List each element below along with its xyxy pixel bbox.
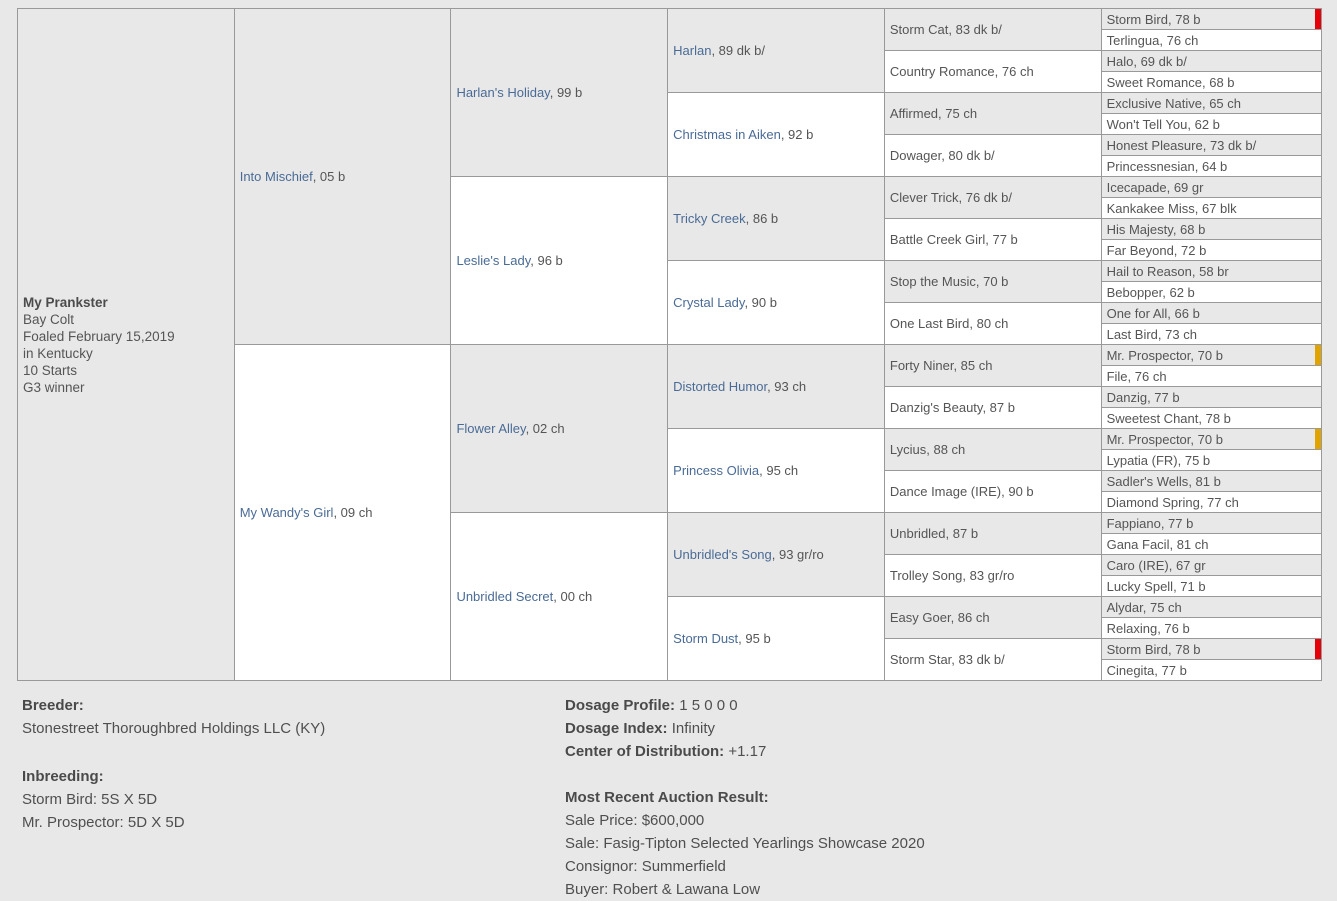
cell-gen5-4 xyxy=(1101,93,1321,114)
cell-gen4-15 xyxy=(884,639,1101,681)
horse-detail: , 76 ch xyxy=(1159,32,1199,48)
cell-gen3-3 xyxy=(668,261,885,345)
dosage-index-value: Infinity xyxy=(671,720,716,737)
breeder-inbreeding-block xyxy=(22,694,565,901)
horse-name[interactable]: My Wandy's Girl xyxy=(239,505,334,520)
horse-name: Exclusive Native xyxy=(1106,95,1202,111)
cell-gen4-5 xyxy=(884,219,1101,261)
horse-detail: , 95 ch xyxy=(759,463,799,478)
horse-detail: , 77 b xyxy=(985,232,1018,247)
horse-detail: , 93 gr/ro xyxy=(771,547,824,562)
horse-detail: , 70 b xyxy=(1190,431,1223,447)
cell-gen5-11 xyxy=(1101,240,1321,261)
horse-detail: , 71 b xyxy=(1173,578,1206,594)
horse-detail: , 09 ch xyxy=(333,505,373,520)
cell-gen4-14 xyxy=(884,597,1101,639)
cell-gen5-31 xyxy=(1101,660,1321,681)
horse-detail: , 76 b xyxy=(1157,620,1190,636)
horse-name: Halo xyxy=(1106,53,1134,69)
horse-name: Mr. Prospector xyxy=(1106,347,1191,363)
horse-name[interactable]: Into Mischief xyxy=(239,169,313,184)
horse-name: Lypatia (FR) xyxy=(1106,452,1178,468)
horse-detail: , 81 b xyxy=(1188,473,1221,489)
horse-name: Last Bird xyxy=(1106,326,1158,342)
cell-gen5-0 xyxy=(1101,9,1321,30)
inbreeding-line: Storm Bird: 5S X 5D xyxy=(22,791,158,808)
horse-name: Icecapade xyxy=(1106,179,1167,195)
cell-gen5-18 xyxy=(1101,387,1321,408)
cell-gen5-2 xyxy=(1101,51,1321,72)
horse-detail: , 85 ch xyxy=(953,358,993,373)
cell-gen5-7 xyxy=(1101,156,1321,177)
cell-gen4-4 xyxy=(884,177,1101,219)
horse-name: Sadler's Wells xyxy=(1106,473,1189,489)
horse-detail: , 66 b xyxy=(1167,305,1200,321)
horse-detail: , 75 b xyxy=(1177,452,1211,468)
horse-name: Trolley Song xyxy=(889,568,963,583)
horse-detail: , 65 ch xyxy=(1201,95,1241,111)
horse-detail: , 90 b xyxy=(1001,484,1034,499)
cell-gen4-13 xyxy=(884,555,1101,597)
inbreeding-marker-gold xyxy=(1315,429,1321,449)
horse-detail: , 77 ch xyxy=(1199,494,1239,510)
horse-name: File xyxy=(1106,368,1128,384)
horse-name: Won't Tell You xyxy=(1106,116,1188,132)
auction-buyer: Buyer: Robert & Lawana Low xyxy=(565,881,761,898)
cell-gen5-26 xyxy=(1101,555,1321,576)
horse-detail: , 95 b xyxy=(738,631,771,646)
cell-gen5-28 xyxy=(1101,597,1321,618)
horse-name: Country Romance xyxy=(889,64,995,79)
horse-detail: , 88 ch xyxy=(926,442,966,457)
cell-gen5-30 xyxy=(1101,639,1321,660)
cell-gen5-12 xyxy=(1101,261,1321,282)
horse-name: Far Beyond xyxy=(1106,242,1174,258)
auction-consignor: Consignor: Summerfield xyxy=(565,858,726,875)
cell-gen5-10 xyxy=(1101,219,1321,240)
cell-gen5-3 xyxy=(1101,72,1321,93)
cell-gen5-27 xyxy=(1101,576,1321,597)
cell-gen4-0 xyxy=(884,9,1101,51)
subject-cell xyxy=(18,9,235,681)
subject-detail-line: G3 winner xyxy=(23,379,85,395)
horse-name: Relaxing xyxy=(1106,620,1158,636)
cell-gen3-4 xyxy=(668,345,885,429)
horse-name: Easy Goer xyxy=(889,610,951,625)
horse-name: His Majesty xyxy=(1106,221,1173,237)
horse-detail: , 67 gr xyxy=(1168,557,1206,573)
cod-value: +1.17 xyxy=(728,743,767,760)
cell-gen5-15 xyxy=(1101,324,1321,345)
horse-detail: , 81 ch xyxy=(1169,536,1209,552)
breeder-label: Breeder: xyxy=(22,697,84,714)
cell-gen5-24 xyxy=(1101,513,1321,534)
horse-name: Sweet Romance xyxy=(1106,74,1202,90)
horse-name: Danzig xyxy=(1106,389,1148,405)
subject-name: My Prankster xyxy=(23,294,108,310)
horse-detail: , 05 b xyxy=(312,169,346,184)
horse-name: Alydar xyxy=(1106,599,1143,615)
horse-detail: , 73 dk b/ xyxy=(1202,137,1257,153)
horse-detail: , 68 b xyxy=(1172,221,1206,237)
cell-gen5-9 xyxy=(1101,198,1321,219)
horse-detail: , 83 dk b/ xyxy=(948,22,1002,37)
cell-gen2-3 xyxy=(451,513,668,681)
horse-name: Kankakee Miss xyxy=(1106,200,1195,216)
cell-gen5-8 xyxy=(1101,177,1321,198)
horse-name[interactable]: Harlan's Holiday xyxy=(456,85,550,100)
inbreeding-marker-red xyxy=(1315,9,1321,29)
horse-name: Hail to Reason xyxy=(1106,263,1192,279)
horse-detail: , 69 gr xyxy=(1166,179,1204,195)
horse-name: Lycius xyxy=(889,442,927,457)
cell-gen4-10 xyxy=(884,429,1101,471)
cell-gen4-8 xyxy=(884,345,1101,387)
horse-name[interactable]: Storm Dust xyxy=(673,631,739,646)
inbreeding-marker-gold xyxy=(1315,345,1321,365)
cell-gen2-2 xyxy=(451,345,668,513)
horse-detail: , 02 ch xyxy=(525,421,565,436)
horse-name: Cinegita xyxy=(1106,662,1155,678)
inbreeding-label: Inbreeding: xyxy=(22,768,104,785)
cell-gen4-1 xyxy=(884,51,1101,93)
dosage-auction-block xyxy=(565,694,1337,901)
horse-name: Gana Facil xyxy=(1106,536,1170,552)
horse-name[interactable]: Unbridled Secret xyxy=(456,589,554,604)
cell-gen4-7 xyxy=(884,303,1101,345)
horse-detail: , 77 b xyxy=(1154,662,1187,678)
breeder-value: Stonestreet Thoroughbred Holdings LLC (KY) xyxy=(22,720,326,737)
horse-detail: , 80 dk b/ xyxy=(941,148,995,163)
horse-detail: , 76 ch xyxy=(994,64,1034,79)
auction-sale: Sale: Fasig-Tipton Selected Yearlings Showcase 2020 xyxy=(565,835,925,852)
horse-detail: , 90 b xyxy=(744,295,777,310)
horse-detail: , 67 blk xyxy=(1194,200,1237,216)
cell-gen5-17 xyxy=(1101,366,1321,387)
horse-name: Lucky Spell xyxy=(1106,578,1174,594)
horse-name: Dowager xyxy=(889,148,942,163)
cell-gen5-25 xyxy=(1101,534,1321,555)
horse-detail: , 69 dk b/ xyxy=(1133,53,1187,69)
horse-name: Storm Bird xyxy=(1106,11,1168,27)
horse-detail: , 78 b xyxy=(1168,641,1201,657)
cod-label: Center of Distribution: xyxy=(565,743,725,760)
horse-name: Danzig's Beauty xyxy=(889,400,983,415)
inbreeding-line: Mr. Prospector: 5D X 5D xyxy=(22,814,185,831)
horse-name: Honest Pleasure xyxy=(1106,137,1203,153)
horse-name[interactable]: Distorted Humor xyxy=(673,379,768,394)
subject-detail-line: Foaled February 15,2019 xyxy=(23,328,175,344)
horse-detail: , 93 ch xyxy=(767,379,807,394)
cell-gen5-14 xyxy=(1101,303,1321,324)
horse-detail: , 86 b xyxy=(745,211,779,226)
horse-name: Unbridled xyxy=(889,526,946,541)
dosage-profile-value: 1 5 0 0 0 xyxy=(679,697,738,714)
cell-gen4-6 xyxy=(884,261,1101,303)
cell-gen2-1 xyxy=(451,177,668,345)
horse-detail: , 96 b xyxy=(530,253,563,268)
cell-gen1-0 xyxy=(234,9,451,345)
cell-gen2-0 xyxy=(451,9,668,177)
cell-gen3-6 xyxy=(668,513,885,597)
horse-detail: , 87 b xyxy=(945,526,979,541)
cell-gen1-1 xyxy=(234,345,451,681)
horse-detail: , 77 b xyxy=(1160,515,1194,531)
horse-name[interactable]: Crystal Lady xyxy=(673,295,745,310)
cell-gen4-11 xyxy=(884,471,1101,513)
cell-gen4-3 xyxy=(884,135,1101,177)
subject-detail-line: in Kentucky xyxy=(23,345,93,361)
horse-name: Clever Trick xyxy=(889,190,959,205)
dosage-index-line xyxy=(565,717,1337,740)
horse-name: Diamond Spring xyxy=(1106,494,1200,510)
horse-detail: , 83 dk b/ xyxy=(951,652,1005,667)
horse-detail: , 72 b xyxy=(1173,242,1207,258)
horse-detail: , 92 b xyxy=(780,127,814,142)
horse-detail: , 68 b xyxy=(1201,74,1235,90)
cell-gen3-0 xyxy=(668,9,885,93)
horse-detail: , 76 ch xyxy=(1127,368,1167,384)
horse-name[interactable]: Harlan xyxy=(673,43,712,58)
horse-detail: , 78 b xyxy=(1168,11,1201,27)
horse-detail: , 75 ch xyxy=(938,106,978,121)
horse-name: Storm Star xyxy=(889,652,952,667)
horse-name[interactable]: Leslie's Lady xyxy=(456,253,531,268)
cell-gen5-22 xyxy=(1101,471,1321,492)
horse-name: Sweetest Chant xyxy=(1106,410,1199,426)
horse-name: Dance Image (IRE) xyxy=(889,484,1002,499)
horse-name: Terlingua xyxy=(1106,32,1160,48)
horse-detail: , 58 br xyxy=(1191,263,1229,279)
cell-gen5-29 xyxy=(1101,618,1321,639)
subject-detail-line: Bay Colt xyxy=(23,311,75,327)
cell-gen5-13 xyxy=(1101,282,1321,303)
horse-name: One Last Bird xyxy=(889,316,970,331)
horse-name: Bebopper xyxy=(1106,284,1163,300)
horse-detail: , 89 dk b/ xyxy=(711,43,765,58)
cell-gen3-7 xyxy=(668,597,885,681)
dosage-profile-label: Dosage Profile: xyxy=(565,697,676,714)
dosage-index-label: Dosage Index: xyxy=(565,720,668,737)
horse-detail: , 86 ch xyxy=(950,610,990,625)
horse-detail: , 80 ch xyxy=(969,316,1009,331)
horse-detail: , 76 dk b/ xyxy=(958,190,1012,205)
horse-name: Affirmed xyxy=(889,106,939,121)
horse-detail: , 75 ch xyxy=(1142,599,1182,615)
horse-name[interactable]: Unbridled's Song xyxy=(673,547,772,562)
cell-gen5-6 xyxy=(1101,135,1321,156)
subject-detail-line: 10 Starts xyxy=(23,362,78,378)
horse-name[interactable]: Flower Alley xyxy=(456,421,526,436)
horse-detail: , 64 b xyxy=(1194,158,1228,174)
pedigree-table xyxy=(17,8,1322,681)
horse-detail: , 70 b xyxy=(975,274,1009,289)
horse-name: Battle Creek Girl xyxy=(889,232,986,247)
auction-sale-price: Sale Price: $600,000 xyxy=(565,812,705,829)
horse-name: Storm Bird xyxy=(1106,641,1168,657)
cell-gen5-1 xyxy=(1101,30,1321,51)
cell-gen5-16 xyxy=(1101,345,1321,366)
footer-info xyxy=(0,694,1337,901)
cod-line xyxy=(565,740,1337,763)
horse-name: Princessnesian xyxy=(1106,158,1195,174)
cell-gen5-19 xyxy=(1101,408,1321,429)
horse-name: Mr. Prospector xyxy=(1106,431,1191,447)
horse-detail: , 83 gr/ro xyxy=(962,568,1015,583)
horse-detail: , 99 b xyxy=(549,85,583,100)
cell-gen5-23 xyxy=(1101,492,1321,513)
horse-detail: , 73 ch xyxy=(1157,326,1197,342)
horse-detail: , 78 b xyxy=(1198,410,1231,426)
auction-label: Most Recent Auction Result: xyxy=(565,789,769,806)
cell-gen4-2 xyxy=(884,93,1101,135)
cell-gen5-20 xyxy=(1101,429,1321,450)
cell-gen3-1 xyxy=(668,93,885,177)
horse-detail: , 77 b xyxy=(1147,389,1180,405)
horse-name: Fappiano xyxy=(1106,515,1161,531)
horse-name: One for All xyxy=(1106,305,1168,321)
cell-gen5-5 xyxy=(1101,114,1321,135)
horse-name: Storm Cat xyxy=(889,22,949,37)
horse-detail: , 70 b xyxy=(1190,347,1223,363)
inbreeding-marker-red xyxy=(1315,639,1321,659)
cell-gen3-5 xyxy=(668,429,885,513)
horse-detail: , 62 b xyxy=(1187,116,1220,132)
horse-name[interactable]: Princess Olivia xyxy=(673,463,760,478)
dosage-profile-line xyxy=(565,694,1337,717)
pedigree-row xyxy=(18,9,1322,30)
cell-gen4-9 xyxy=(884,387,1101,429)
horse-name[interactable]: Christmas in Aiken xyxy=(673,127,781,142)
cell-gen4-12 xyxy=(884,513,1101,555)
horse-detail: , 62 b xyxy=(1162,284,1195,300)
horse-name: Stop the Music xyxy=(889,274,976,289)
horse-name[interactable]: Tricky Creek xyxy=(673,211,746,226)
horse-detail: , 87 b xyxy=(982,400,1015,415)
cell-gen3-2 xyxy=(668,177,885,261)
horse-name: Forty Niner xyxy=(889,358,954,373)
cell-gen5-21 xyxy=(1101,450,1321,471)
horse-name: Caro (IRE) xyxy=(1106,557,1169,573)
horse-detail: , 00 ch xyxy=(553,589,593,604)
